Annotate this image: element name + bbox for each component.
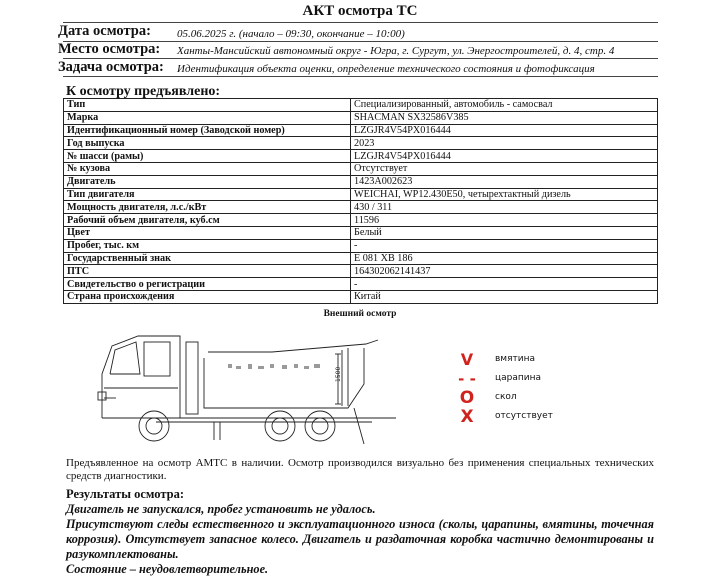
- spec-key: Цвет: [64, 226, 351, 239]
- inspection-place-value: Ханты-Мансийский автономный округ - Югра, г. Сургут, ул. Энергостроителей, д. 4, стр. 4: [177, 45, 615, 57]
- spec-key: № шасси (рамы): [64, 150, 351, 163]
- spec-row: [64, 290, 658, 303]
- v-mark-icon: V: [460, 350, 474, 369]
- spec-value: SHACMAN SX32586V385: [351, 111, 658, 124]
- inspection-task-value: Идентификация объекта оценки, определение технического состояния и фотофиксация: [177, 63, 595, 75]
- spec-value: 1423A002623: [351, 175, 658, 188]
- spec-row: [64, 150, 658, 163]
- legend-label: вмятина: [495, 354, 535, 364]
- spec-row: [64, 201, 658, 214]
- spec-row: [64, 162, 658, 175]
- circle-mark-icon: O: [459, 387, 475, 408]
- dash-mark-icon: - -: [458, 369, 476, 388]
- x-mark-icon: X: [460, 406, 474, 427]
- spec-row: [64, 265, 658, 278]
- spec-key: Рабочий объем двигателя, куб.см: [64, 214, 351, 227]
- inspection-date-value: 05.06.2025 г. (начало – 09:30, окончание – 10:00): [177, 28, 405, 40]
- results-title: Результаты осмотра:: [66, 487, 184, 501]
- legend-label: царапина: [495, 373, 542, 383]
- inspection-place-label: Место осмотра:: [58, 41, 161, 57]
- spec-row: [64, 175, 658, 188]
- spec-value: 430 / 311: [351, 201, 658, 214]
- spec-row: [64, 188, 658, 201]
- spec-key: Тип: [64, 99, 351, 112]
- spec-value: Китай: [351, 290, 658, 303]
- spec-value: Е 081 ХВ 186: [351, 252, 658, 265]
- spec-key: Государственный знак: [64, 252, 351, 265]
- spec-row: [64, 137, 658, 150]
- spec-key: Марка: [64, 111, 351, 124]
- spec-row: [64, 226, 658, 239]
- spec-value: 2023: [351, 137, 658, 150]
- spec-value: LZGJR4V54PX016444: [351, 124, 658, 137]
- spec-value: Специализированный, автомобиль - самосвал: [351, 99, 658, 112]
- spec-key: Двигатель: [64, 175, 351, 188]
- presentation-paragraph: Предъявленное на осмотр АМТС в наличии. Осмотр производился визуально без применения специальных технических средств диагностики.: [66, 457, 654, 482]
- spec-value: -: [351, 278, 658, 291]
- divider: [63, 76, 658, 77]
- truck-diagram: [96, 326, 396, 454]
- results-line-3: Состояние – неудовлетворительное.: [66, 562, 269, 576]
- spec-key: Год выпуска: [64, 137, 351, 150]
- spec-value: -: [351, 239, 658, 252]
- vehicle-spec-table: [63, 98, 658, 304]
- spec-key: ПТС: [64, 265, 351, 278]
- divider: [63, 22, 658, 23]
- spec-key: Пробег, тыс. км: [64, 239, 351, 252]
- spec-row: [64, 111, 658, 124]
- legend-label: скол: [495, 392, 517, 402]
- spec-value: 164302062141437: [351, 265, 658, 278]
- spec-key: Идентификационный номер (Заводской номер): [64, 124, 351, 137]
- inspection-date-label: Дата осмотра:: [58, 23, 151, 39]
- spec-row: [64, 124, 658, 137]
- body-height-label: 1500: [335, 366, 342, 382]
- results-line-2: Присутствуют следы естественного и эксплуатационного износа (сколы, царапины, вмятины, точечная коррозия). Отсутствует запасное колесо. Двигатель и раздаточная коробка частично демонтированы и разукомплектованы.: [66, 517, 654, 561]
- spec-value: Белый: [351, 226, 658, 239]
- spec-row: [64, 214, 658, 227]
- inspection-task-label: Задача осмотра:: [58, 59, 164, 75]
- section-title: К осмотру предъявлено:: [66, 84, 221, 99]
- spec-value: Отсутствует: [351, 162, 658, 175]
- spec-key: Свидетельство о регистрации: [64, 278, 351, 291]
- exterior-title: Внешний осмотр: [323, 309, 397, 319]
- results-line-1: Двигатель не запускался, пробег установить не удалось.: [66, 502, 376, 516]
- spec-row: [64, 252, 658, 265]
- spec-key: Тип двигателя: [64, 188, 351, 201]
- spec-value: 11596: [351, 214, 658, 227]
- spec-row: [64, 278, 658, 291]
- spec-value: LZGJR4V54PX016444: [351, 150, 658, 163]
- spec-key: Страна происхождения: [64, 290, 351, 303]
- legend-label: отсутствует: [495, 411, 553, 421]
- spec-row: [64, 239, 658, 252]
- spec-key: № кузова: [64, 162, 351, 175]
- spec-row: [64, 99, 658, 112]
- spec-value: WEICHAI, WP12.430E50, четырехтактный дизель: [351, 188, 658, 201]
- document-title: АКТ осмотра ТС: [302, 3, 418, 19]
- spec-key: Мощность двигателя, л.с./кВт: [64, 201, 351, 214]
